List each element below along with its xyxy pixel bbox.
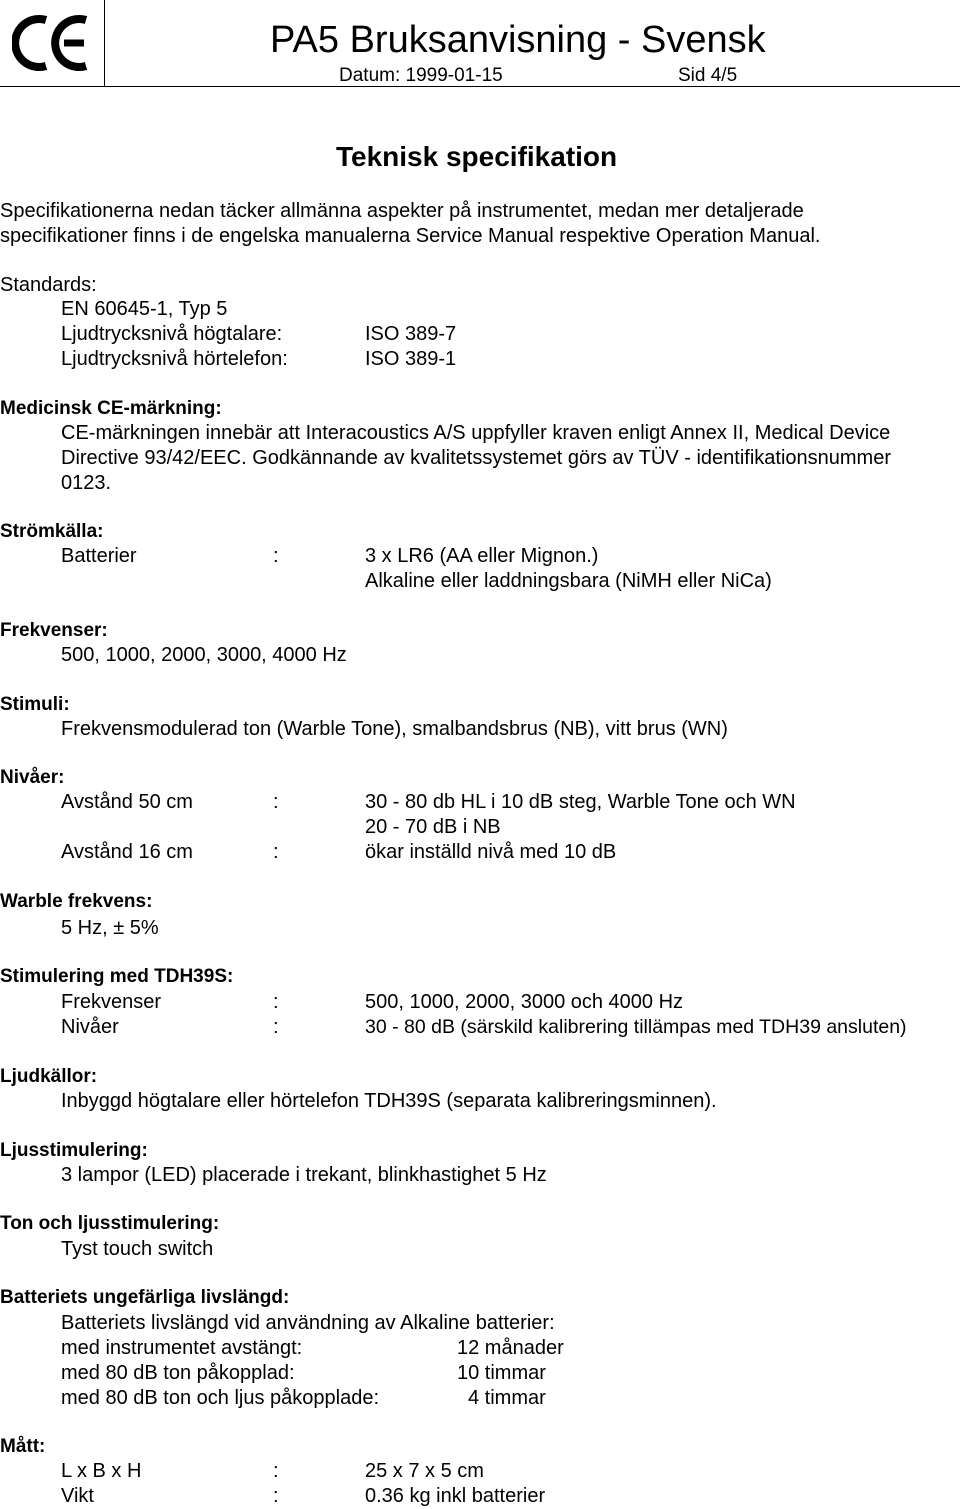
dimensions-row1-label: L x B x H [61,1460,142,1482]
ce-marking-line-2: Directive 93/42/EEC. Godkännande av kvalitetssystemet görs av TÜV - identifikationsnummer [61,447,891,469]
sound-sources-heading: Ljudkällor: [0,1066,98,1087]
power-value-2: Alkaline eller laddningsbara (NiMH eller NiCa) [365,570,772,592]
battery-life-row1-label: med instrumentet avstängt: [61,1337,303,1359]
warble-heading: Warble frekvens: [0,891,153,912]
levels-row1-label: Avstånd 50 cm [61,791,193,813]
ce-marking-heading: Medicinsk CE-märkning: [0,398,222,419]
dimensions-heading: Mått: [0,1436,46,1457]
power-heading: Strömkälla: [0,521,104,542]
battery-life-row1-value: 12 månader [457,1337,564,1359]
levels-heading: Nivåer: [0,767,65,788]
standards-value-headphone: ISO 389-1 [365,348,457,370]
battery-life-row2-value: 10 timmar [457,1362,546,1384]
levels-row2-value: ökar inställd nivå med 10 dB [365,841,617,863]
levels-row1-value-1: 30 - 80 db HL i 10 dB steg, Warble Tone och WN [365,791,796,813]
standards-value-speaker: ISO 389-7 [365,323,457,345]
standards-heading: Standards: [0,274,97,296]
power-value-1: 3 x LR6 (AA eller Mignon.) [365,545,599,567]
levels-row2-separator: : [273,841,279,863]
light-stim-heading: Ljusstimulering: [0,1140,148,1161]
dimensions-row1-value: 25 x 7 x 5 cm [365,1460,484,1482]
ce-logo-box [0,0,105,87]
battery-life-row3-label: med 80 dB ton och ljus påkopplade: [61,1387,379,1409]
battery-life-intro: Batteriets livslängd vid användning av Alkaline batterier: [61,1312,555,1334]
sound-sources-value: Inbyggd högtalare eller hörtelefon TDH39S (separata kalibreringsminnen). [61,1090,717,1112]
dimensions-row2-separator: : [273,1485,279,1507]
tdh39s-row1-separator: : [273,991,279,1013]
stimuli-value: Frekvensmodulerad ton (Warble Tone), smalbandsbrus (NB), vitt brus (WN) [61,718,728,740]
header-rule [104,86,960,87]
document-title: PA5 Bruksanvisning - Svensk [270,19,766,61]
intro-line-1: Specifikationerna nedan täcker allmänna aspekter på instrumentet, medan mer detaljerade [0,200,804,222]
ce-logo-icon [12,12,92,74]
levels-row2-label: Avstånd 16 cm [61,841,193,863]
dimensions-row1-separator: : [273,1460,279,1482]
ce-marking-line-1: CE-märkningen innebär att Interacoustics A/S uppfyller kraven enligt Annex II, Medical Device [61,422,891,444]
standards-label-headphone: Ljudtrycksnivå hörtelefon: [61,348,288,370]
frequencies-heading: Frekvenser: [0,620,108,641]
dimensions-row2-label: Vikt [61,1485,94,1507]
light-stim-value: 3 lampor (LED) placerade i trekant, blinkhastighet 5 Hz [61,1164,547,1186]
tdh39s-row1-value: 500, 1000, 2000, 3000 och 4000 Hz [365,991,684,1013]
frequencies-value: 500, 1000, 2000, 3000, 4000 Hz [61,644,347,666]
power-separator: : [273,545,279,567]
tdh39s-row1-label: Frekvenser [61,991,162,1013]
tdh39s-row2-separator: : [273,1016,279,1038]
page-number: Sid 4/5 [678,65,738,86]
power-label: Batterier [61,545,137,567]
document-date: Datum: 1999-01-15 [339,65,503,86]
section-title: Teknisk specifikation [336,141,618,172]
tdh39s-heading: Stimulering med TDH39S: [0,966,234,987]
battery-life-heading: Batteriets ungefärliga livslängd: [0,1287,290,1308]
stimuli-heading: Stimuli: [0,694,70,715]
intro-line-2: specifikationer finns i de engelska manualerna Service Manual respektive Operation Manual. [0,225,821,247]
battery-life-row2-label: med 80 dB ton påkopplad: [61,1362,295,1384]
tone-light-value: Tyst touch switch [61,1238,214,1260]
standards-label-speaker: Ljudtrycksnivå högtalare: [61,323,283,345]
tone-light-heading: Ton och ljusstimulering: [0,1213,220,1234]
dimensions-row2-value: 0.36 kg inkl batterier [365,1485,546,1507]
tdh39s-row2-value: 30 - 80 dB (särskild kalibrering tillämpas med TDH39 ansluten) [365,1016,907,1038]
battery-life-row3-value: 4 timmar [468,1387,546,1409]
warble-value: 5 Hz, ± 5% [61,917,159,939]
levels-row1-separator: : [273,791,279,813]
standards-line: EN 60645-1, Typ 5 [61,298,228,320]
ce-marking-line-3: 0123. [61,472,112,494]
levels-row1-value-2: 20 - 70 dB i NB [365,816,501,838]
tdh39s-row2-label: Nivåer [61,1016,119,1038]
